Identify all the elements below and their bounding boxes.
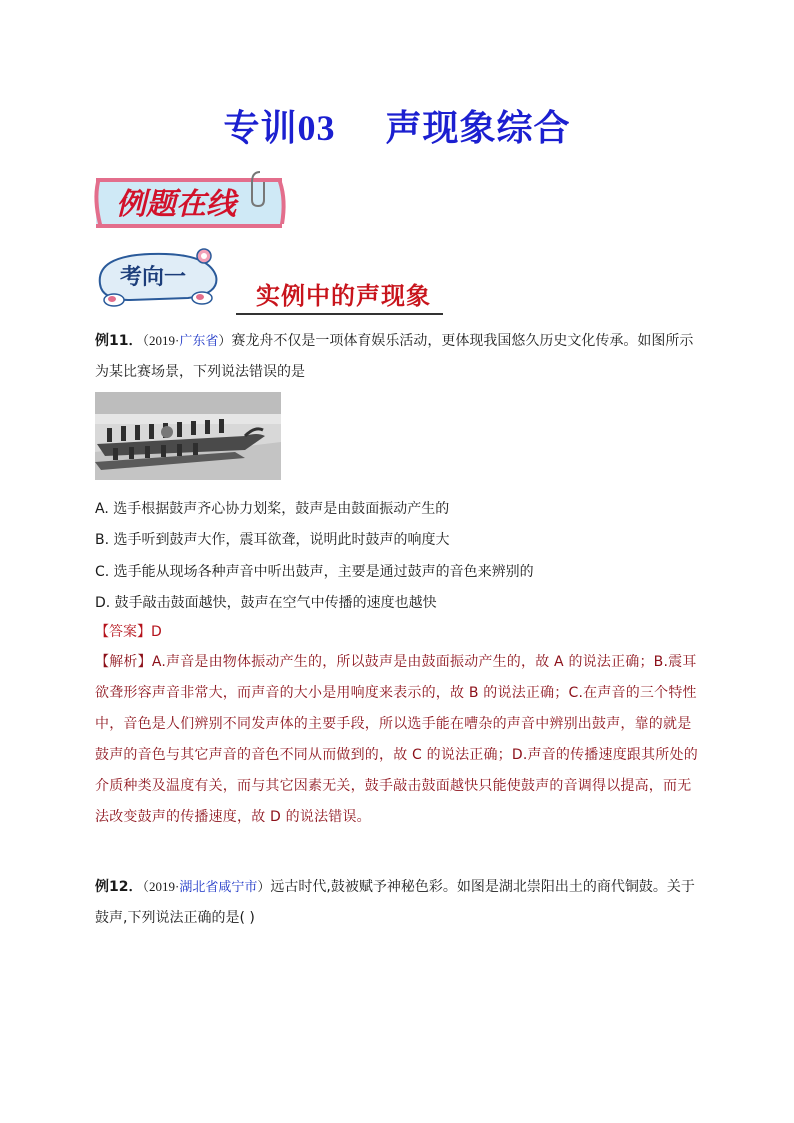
example11-question-text: 赛龙舟不仅是一项体育娱乐活动，更体现我国悠久历史文化传承。如图所示为某比赛场景，下列说法错误的是 — [95, 333, 694, 380]
analysis-label: 【解析】 — [95, 654, 152, 670]
section-heading: 实例中的声现象 — [236, 276, 443, 315]
example12-label: 例12． — [95, 879, 143, 895]
option-a: A. 选手根据鼓声齐心协力划桨，鼓声是由鼓面振动产生的 — [95, 501, 450, 517]
direction-badge-text: 考向一 — [120, 264, 187, 290]
direction-badge — [90, 246, 230, 308]
option-c: C. 选手能从现场各种声音中听出鼓声，主要是通过鼓声的音色来辨别的 — [95, 564, 534, 580]
title-prefix: 专训 — [223, 107, 298, 149]
example11-answer — [95, 621, 162, 641]
title-number: 03 — [297, 108, 336, 148]
option-d: D. 鼓手敲击鼓面越快，鼓声在空气中传播的速度也越快 — [95, 595, 437, 611]
example12-source: （2019·湖北省咸宁市） — [142, 879, 271, 894]
analysis-text: A.声音是由物体振动产生的，所以鼓声是由鼓面振动产生的，故 A 的说法正确；B.震耳欲聋形容声音非常大，而声音的大小是用响度来表示的，故 B 的说法正确；C.在声音的三个特性中，音色是人们辨别不同发声体的主要手段，所以选手能在嘈杂的声音中辨别出鼓声，靠的就是鼓声的音色与其它声音的音色不同从而做到的，故 C 的说法正确；D.声音的传播速度跟其所处的介质种类及温度有关，而与其它因素无关，鼓手敲击鼓面越快只能使鼓声的音调得以提高，而无法改变鼓声的传播速度，故 D 的说法错误。 — [95, 654, 698, 825]
example11-source: （2019·广东省） — [142, 333, 232, 348]
answer-value: D — [151, 624, 162, 640]
title-topic: 声现象综合 — [385, 107, 571, 149]
answer-label: 【答案】 — [95, 624, 151, 640]
example-banner — [92, 170, 288, 232]
dragon-boat-photo — [95, 392, 281, 480]
banner-text: 例题在线 — [116, 187, 236, 222]
example12-question — [95, 871, 705, 934]
page-title — [0, 100, 794, 151]
example11-label: 例11． — [95, 333, 143, 349]
example12-question-text: 远古时代,鼓被赋予神秘色彩。如图是湖北崇阳出土的商代铜鼓。关于鼓声,下列说法正确的是( ) — [95, 879, 695, 926]
option-b: B. 选手听到鼓声大作，震耳欲聋，说明此时鼓声的响度大 — [95, 532, 450, 548]
example11-question — [95, 325, 705, 388]
example11-analysis — [95, 647, 705, 833]
